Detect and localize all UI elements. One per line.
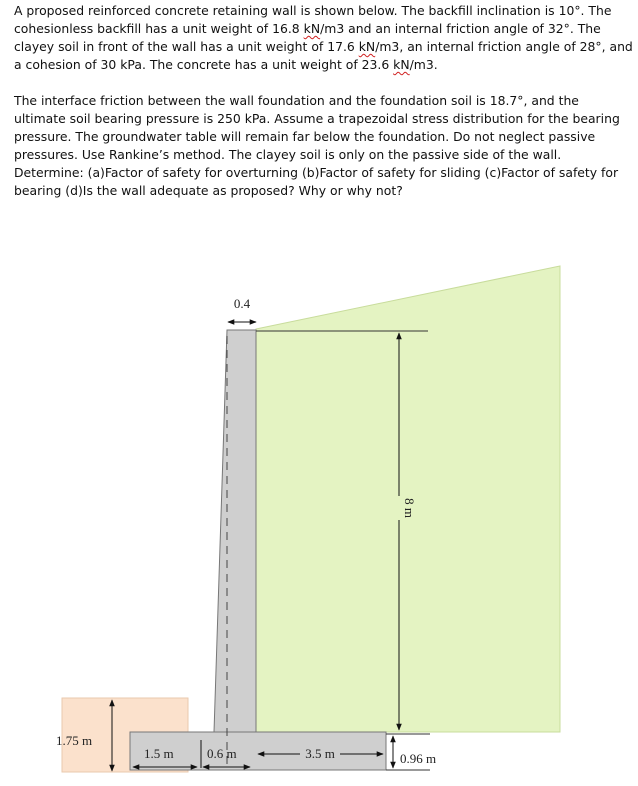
text-segment: /m3 and an internal friction angle of 32°. The clayey soil in front of the wall has a unit weight of 17.6 xyxy=(14,21,601,54)
text-segment: A proposed reinforced concrete retaining wall is shown below. The backfill inclination is 10°. The cohesionless backfill has a unit weight of 16.8 xyxy=(14,3,612,36)
problem-paragraph-2: The interface friction between the wall foundation and the foundation soil is 18.7°, and the ultimate soil bearing pressure is 250 kPa. Assume a trapezoidal stress distribution for the bearing pressure. The groundwater table will remain far below the foundation. Do not neglect passive pressures. Use Rankine’s method. The clayey soil is only on the passive side of the wall. Determine: (a)Factor of safety for overturning (b)Factor of safety for sliding (c)Factor of safety for bearing (d)Is the wall adequate as proposed? Why or why not? xyxy=(14,93,620,198)
stem-base-width-label: 0.6 m xyxy=(207,746,237,761)
stem-top-width-label: 0.4 xyxy=(233,296,251,311)
text-segment: /m3. xyxy=(409,57,438,72)
unit-kn: kN xyxy=(358,39,376,54)
unit-kn: kN xyxy=(393,57,410,72)
unit-kn: kN xyxy=(303,21,321,36)
front-soil-depth-label: 1.75 m xyxy=(56,733,93,748)
base-thickness-label: 0.96 m xyxy=(400,751,437,766)
wall-stem xyxy=(214,330,256,732)
text-segment: /m3, an internal friction angle of 28°, and a cohesion of 30 kPa. The concrete has a unit weight of 23.6 xyxy=(14,39,633,72)
height-label: 8 m xyxy=(402,498,417,518)
toe-length-label: 1.5 m xyxy=(144,746,174,761)
heel-length-label: 3.5 m xyxy=(305,746,335,761)
